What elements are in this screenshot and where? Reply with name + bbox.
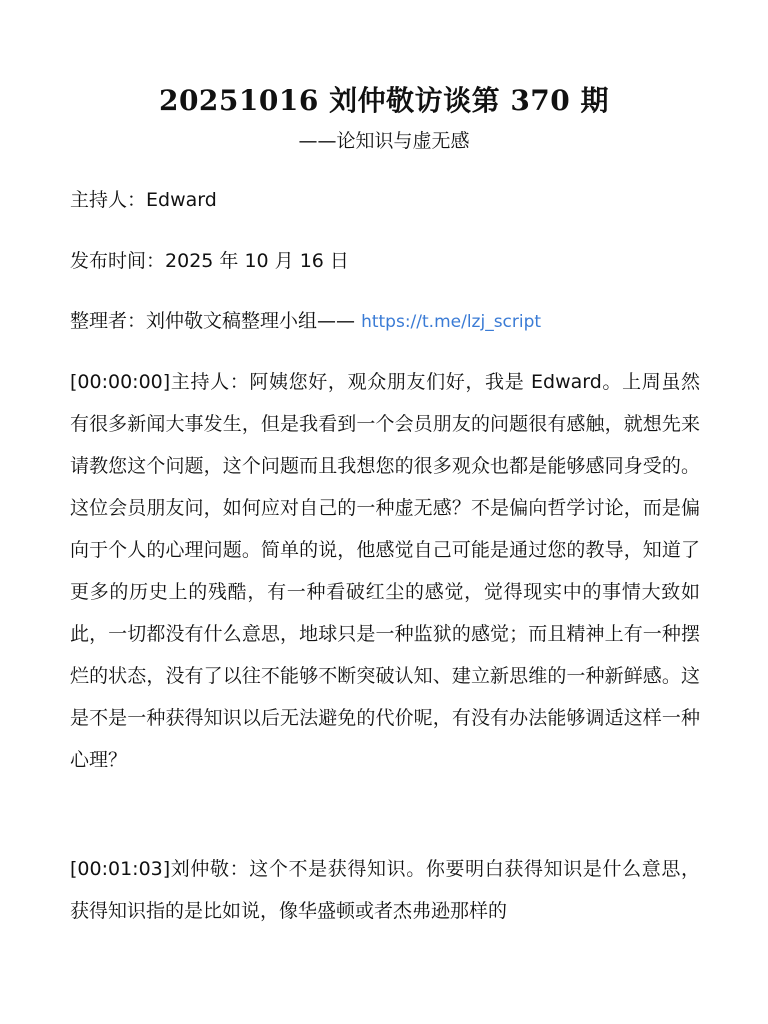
speaker-label: 刘仲敬： <box>170 858 250 880</box>
publish-date-line <box>70 247 349 275</box>
telegram-link[interactable]: https://t.me/lzj_script <box>361 312 542 332</box>
timestamp: [00:01:03] <box>70 858 171 880</box>
publish-date-value: 2025 年 10 月 16 日 <box>165 250 349 272</box>
host-label: 主持人： <box>70 189 147 211</box>
publish-date-label: 发布时间： <box>70 250 166 272</box>
document-subtitle: ——论知识与虚无感 <box>298 130 470 152</box>
host-name: Edward <box>146 189 217 211</box>
timestamp: [00:00:00] <box>70 371 171 393</box>
editor-value: 刘仲敬文稿整理小组—— <box>146 310 356 332</box>
transcript-paragraph <box>70 848 700 932</box>
editor-line <box>70 307 541 336</box>
speaker-label: 主持人： <box>170 371 250 393</box>
paragraph-text: 阿姨您好，观众朋友们好，我是 Edward。上周虽然有很多新闻大事发生，但是我看到一个会员朋友的问题很有感触，就想先来请教您这个问题，这个问题而且我想您的很多观众也都是能够感同身受的。这位会员朋友问，如何应对自己的一种虚无感？不是偏向哲学讨论，而是偏向于个人的心理问题。简单的说，他感觉自己可能是通过您的教导，知道了更多的历史上的残酷，有一种看破红尘的感觉，觉得现实中的事情大致如此，一切都没有什么意思，地球只是一种监狱的感觉；而且精神上有一种摆烂的状态，没有了以往不能够不断突破认知、建立新思维的一种新鲜感。这是不是一种获得知识以后无法避免的代价呢，有没有办法能够调适这样一种心理？ <box>70 371 700 771</box>
editor-label: 整理者： <box>70 310 147 332</box>
paragraph-text: 这个不是获得知识。你要明白获得知识是什么意思，获得知识指的是比如说，像华盛顿或者杰弗逊那样的 <box>70 858 700 922</box>
host-line <box>70 186 217 214</box>
document-title: 20251016 刘仲敬访谈第 370 期 <box>158 84 610 117</box>
transcript-paragraph <box>70 361 700 781</box>
